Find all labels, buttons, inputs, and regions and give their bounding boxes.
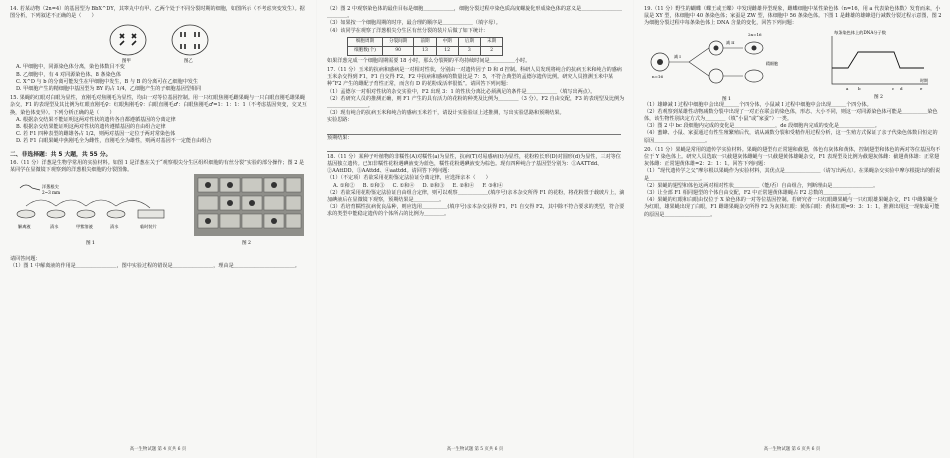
table-row (348, 46, 503, 55)
exam-page-5 (317, 0, 633, 458)
label-slide: 临时装片 (140, 224, 157, 230)
question-18-1: （1）（不定项）若欲采用花粉鉴定法验证分离定律，应选择亲本（ ） (327, 175, 491, 182)
axis-e: e (920, 85, 923, 91)
question-16: 16.（11 分）洋葱是生物学常用的实验材料。如图 1 是洋葱在关于“观察根尖分生区组织细胞的有丝分裂”实验的部分操作；图 2 是某同学在显微镜下观察到的洋葱根尖细胞的分裂图像。 (10, 159, 305, 173)
question-19-3: （3）图 2 中 bc 段细胞内完成的变化是＿＿＿＿＿＿＿＿，de 段细胞内完成的变化是＿＿＿＿＿＿＿。 (644, 123, 880, 130)
table-cell: 12 (436, 46, 458, 55)
question-14: 14. 若某动物（2n=4）的基因型为 BbX^DY，其睾丸中有甲、乙两个处于不同分裂时期的细胞，如图所示（不考虑突变发生）。据图分析，下列叙述不正确的是（ ） (10, 6, 305, 20)
question-19-4: （4）蜜蜂、小鼠、家蚕通过有性生殖繁殖后代，请从减数分裂和受精作用过程分析，这一生殖方式保证了亲子代染色体数目恒定的原因＿＿＿＿＿＿＿＿＿＿。 (644, 130, 938, 144)
label-stain: 甲紫溶液 (76, 224, 93, 230)
table-cell: 3 (458, 46, 480, 55)
label-length: 2~3 mm (42, 190, 61, 196)
label-sperm: 精细胞 (766, 60, 778, 66)
label-meiosis1: 减 I (674, 53, 681, 59)
fig2-caption: 图 2 (874, 94, 883, 100)
table-header-row (348, 37, 503, 46)
option-a: A. 甲细胞中，同源染色体分离，染色体数目不变 (16, 64, 125, 71)
table-cell: 后期 (458, 37, 480, 46)
question-17-2: （2）若研究人员的推测正确，则 F1 产生的具有活力的花粉的种类及比例为＿＿＿＿（3 分）。F2 自由交配，F3 的表现型及比例为＿＿＿＿＿＿＿＿。 (327, 95, 625, 110)
option: B. ①和③ (362, 182, 385, 189)
table-cell: 90 (382, 46, 413, 55)
question-17-1: （1）孟德尔一对相对性状的杂交实验中，F2 出现 3：1 的性状分离比必须满足的条件是＿＿＿＿＿＿（填写出两点）。 (327, 88, 596, 95)
question-19: 19.（11 分）野生的蝴蝶（蝶王或王蝶）中发现雌雄异型现象，雌蝶细胞中某性染色体（n=16，用 a 代表染色体数）发育而来，小鼠是 XY 型，体细胞中 40 条染色体；家蚕是 ZW 型，体细胞中 56 条染色体。下图 1 是雌雄的雄蜂进行减数分裂过程示意图，图 2 为细胞分裂过程中每条染色体上 DNA 含量的变化，回答下列问题： (644, 6, 942, 27)
table-cell: 分裂间期 (382, 37, 413, 46)
question-20-4: （4）果蝇的红眼和白眼由仅位于 X 染色体的一对等位基因控制。若研究者一只红眼雌果蝇与一只红眼雄果蝇杂交，F1 中雌果蝇全为红眼，雄果蝇出现了白眼，F1 雌雄果蝇杂交所得 F2 为灰体红眼：黄体白眼：黄体红眼=9：3：1：1，推测出现这一现象最可能的原因是＿＿＿＿＿＿＿＿＿。 (644, 197, 940, 218)
option: E. ②和④ (452, 182, 475, 189)
question-16-4b: 如果洋葱完成一个细胞周期需要 18 小时，那么分裂期的平均持续时间是＿＿＿＿＿小时。 (327, 57, 531, 64)
label-dissociation: 解离液 (18, 224, 31, 230)
question-16-4: （4）该同学在观察了洋葱根尖分生区有丝分裂的装片后做了如下统计： (327, 27, 489, 34)
figure-row (10, 174, 308, 256)
question-20-1: （1）“现代遗传学之父”摩尔根以果蝇作为实验材料，其优点是＿＿＿＿＿＿＿（请写出两点）。在果蝇杂交实验中摩尔根提出的假说是＿＿＿＿＿＿＿＿＿＿。 (644, 168, 941, 182)
table-cell: 中期 (436, 37, 458, 46)
question-18-3: （3）若培育糯性抗病优良品种，则应选用＿＿＿＿＿(填序号)亲本杂交获得 F1，F1 自交得 F2，其中除不符合要求的类型，符合要求的类型中能稳定遗传的个体所占的比例为＿＿＿＿。 (327, 204, 625, 218)
axis-a: a (846, 85, 849, 91)
answer-line (327, 142, 621, 152)
fig1-caption: 图 1 (86, 241, 95, 247)
option-b: B. 乙细胞中，有 4 对同源染色体、8 条染色体 (16, 71, 121, 78)
label-root: 洋葱根尖 (42, 184, 59, 190)
page-footer: 高一生物试题 第 5 页共 6 页 (446, 447, 504, 452)
experiment-diagram (10, 176, 180, 248)
question-19-2: （2）若观察到某雄性动物减数分裂中出现了一对正在联会的染色体，形态、大小不同，则这一对同源染色体可能是＿＿＿＿＿染色体，该生物性别决定方式为＿＿＿＿（填“小鼠”或“家蚕”）一类。 (644, 108, 938, 123)
table-cell: 2 (480, 46, 502, 55)
option: A. ①和② (333, 182, 355, 189)
fig2-caption: 图 2 (242, 241, 251, 247)
fig1-caption: 图 1 (722, 96, 731, 102)
option: D. ②和③ (422, 182, 445, 189)
label-2n: 2n=16 (748, 31, 762, 37)
option-d: D. 甲细胞产生的精细胞中基因型为 BY 的占 1/4，乙细胞产生的子细胞基因型相同 (16, 86, 202, 93)
microscope-image (194, 174, 304, 246)
plan-label: 实验思路： (327, 117, 353, 124)
axis-d: d (900, 85, 903, 91)
page-footer: 高一生物试题 第 4 页共 6 页 (129, 447, 187, 452)
question-18: 18.（11 分）某种子叶植物的非糯性(A)对糯性(a)为显性，抗病(T)对易感病(t)为显性，花粉粒长形(D)对圆形(d)为显性，三对等位基因独立遗传。已知非糯性花粉遇碘液变为蓝色，糯性花粉遇碘液变为棕色。现有四种纯合子基因型分别为：①AATTdd、②AAttDD、③AAttdd、④aattdd。请回答下列问题： (327, 153, 621, 175)
option-b: B. 根据杂交结果能证明这两对性状的遗传遵循基因的自由组合定律 (16, 124, 166, 131)
table-cell: 末期 (480, 37, 502, 46)
question-18-2: （2）若欲采用花粉鉴定法验证自由组合定律，则可以观察＿＿＿＿＿＿(填序号)亲本杂交所得 F1 的花粉，将花粉置于载玻片上，滴加碘液后在显微镜下观察，预期结果是＿＿＿＿＿。 (327, 189, 625, 204)
question-20-3: （3）让全部 F1 相同翅型的个体自由交配，F2 中正常翅黄体雄蝇占 F2 总数的＿＿＿＿＿。 (644, 190, 854, 197)
table-cell: 前期 (414, 37, 436, 46)
figure-row (644, 28, 942, 102)
label-meiosis2: 减 II (726, 39, 735, 45)
option-d: D. 若 F1 白眼果蝇中焦刚毛全为雌性，直刚毛全为雄性，则两对基因不一定能自由组合 (16, 138, 212, 145)
section-heading: 二、非选择题：共 5 大题，共 55 分。 (10, 151, 112, 158)
cell-division-figure (10, 20, 306, 64)
fig-label-jia: 图甲 (122, 59, 131, 65)
option-a: A. 根据杂交结果不能证明这两对性状的遗传各自都遵循基因的分离定律 (16, 116, 176, 123)
meiosis-diagram (644, 30, 814, 102)
result-label: 预期结果： (327, 134, 353, 141)
axis-c: c (892, 85, 895, 91)
axis-b: b (858, 85, 861, 91)
fig-label-yi: 图乙 (184, 59, 193, 65)
answer-line (327, 125, 621, 135)
table-cell: 细胞数(个) (348, 46, 383, 55)
question-16-3: （3）如果按一个细胞周期的时序，最合理的顺序是＿＿＿＿＿＿（填字母）。 (327, 20, 501, 27)
table-cell: 13 (414, 46, 436, 55)
page-footer: 高一生物试题 第 6 页共 6 页 (763, 447, 821, 452)
question-19-1: （1）雄蜂减 I 过程中细胞中会出现＿＿＿个四分体，小鼠减 I 过程中细胞中会出现＿＿＿个四分体。 (644, 101, 872, 108)
question-16-1: （1）图 1 中解离液的作用是＿＿＿＿＿＿＿＿，图中实验过程的错误是＿＿＿＿＿＿＿＿，理由是＿＿＿＿＿＿＿＿＿＿＿＿。 (10, 263, 300, 270)
cell-cycle-table (347, 37, 503, 56)
exam-page-4 (0, 0, 316, 458)
prompt: 请回答问题： (10, 256, 41, 263)
question-20: 20.（11 分）果蝇是常用的遗传学实验材料。果蝇的翅型有正常翅和截翅，体色有灰体和黄体，控制翅型和体色的两对等位基因均不位于 Y 染色体上。研究人员选取一只截翅灰体雌蝇与一只截翅黄体雄蝇杂交，F1 表现型及比例为截翅灰体雌：截翅黄体雄：正常翅灰体雌：正常翅黄体雄=2：2：1：1。回答下列问题： (644, 146, 941, 168)
axis-title: 时期 (920, 77, 928, 83)
question-20-2: （2）果蝇的翅型和体色这两对相对性状＿＿＿＿＿（能/否）自由组合，判断理由是＿＿＿＿＿＿＿＿。 (644, 182, 879, 189)
label-water2: 清水 (110, 224, 119, 230)
label-n16: n=16 (652, 73, 664, 79)
options-row (333, 183, 625, 190)
question-15: 15. 果蝇的红眼对白眼为显性，直刚毛对焦刚毛为显性，均由一对等位基因控制。用一只红眼焦刚毛雌果蝇与一只白眼直刚毛雄果蝇杂交，F1 的表现型及其比例为红眼直刚毛♀：红眼焦刚毛♀：白眼直刚毛♂：白眼焦刚毛♂=1：1：1：1（不考虑基因突变，交叉互换，染色体变异）。下列分析正确的是（ ） (10, 95, 307, 116)
option-c: C. X^D 与 b 的分离可能发生在甲细胞中发生，B 与 B 的分离可在乙细胞中发生 (16, 78, 199, 85)
question-17-3: （3）现有纯合的抗病玉米和纯合的感病玉米若干，请设计实验验证上述推测，写出实验思路和预期结果。 (327, 110, 565, 117)
option-c: C. 若 F1 四种表型的雌雄各占 1/2，则两对基因一定位于两对常染色体 (16, 131, 176, 138)
question-16-2: （2）图 2 中观察染色体的最佳目标是细胞＿＿＿＿＿＿，细胞分裂过程中染色质高度螺旋化形成染色体的意义是＿＿＿＿＿＿＿＿＿＿＿＿。 (327, 6, 622, 20)
option: C. ①和④ (392, 182, 415, 189)
question-17: 17.（11 分）玉米的抗病和感病是一对相对性状，分别由一对遗传因子 D 和 d 控制。科研人员发现将纯合的抗病玉米和纯合的感病玉米杂交得到 F1，F1 自交得 F2，F2 中抗病和感病的数量比是 7：5，不符合典型的孟德尔遗传比例。研究人员推测玉米中某种“F2 产生的雌配子育性正常，而含有 D 的花粉成活率很低”。请回答下列问题： (327, 67, 622, 88)
label-water1: 清水 (50, 224, 59, 230)
dna-content-chart (820, 28, 940, 100)
exam-page-6 (634, 0, 950, 458)
chart-title: 每条染色体上的DNA分子数 (834, 29, 886, 35)
option: F. ③和④ (482, 182, 504, 189)
table-cell: 细胞周期 (348, 37, 383, 46)
